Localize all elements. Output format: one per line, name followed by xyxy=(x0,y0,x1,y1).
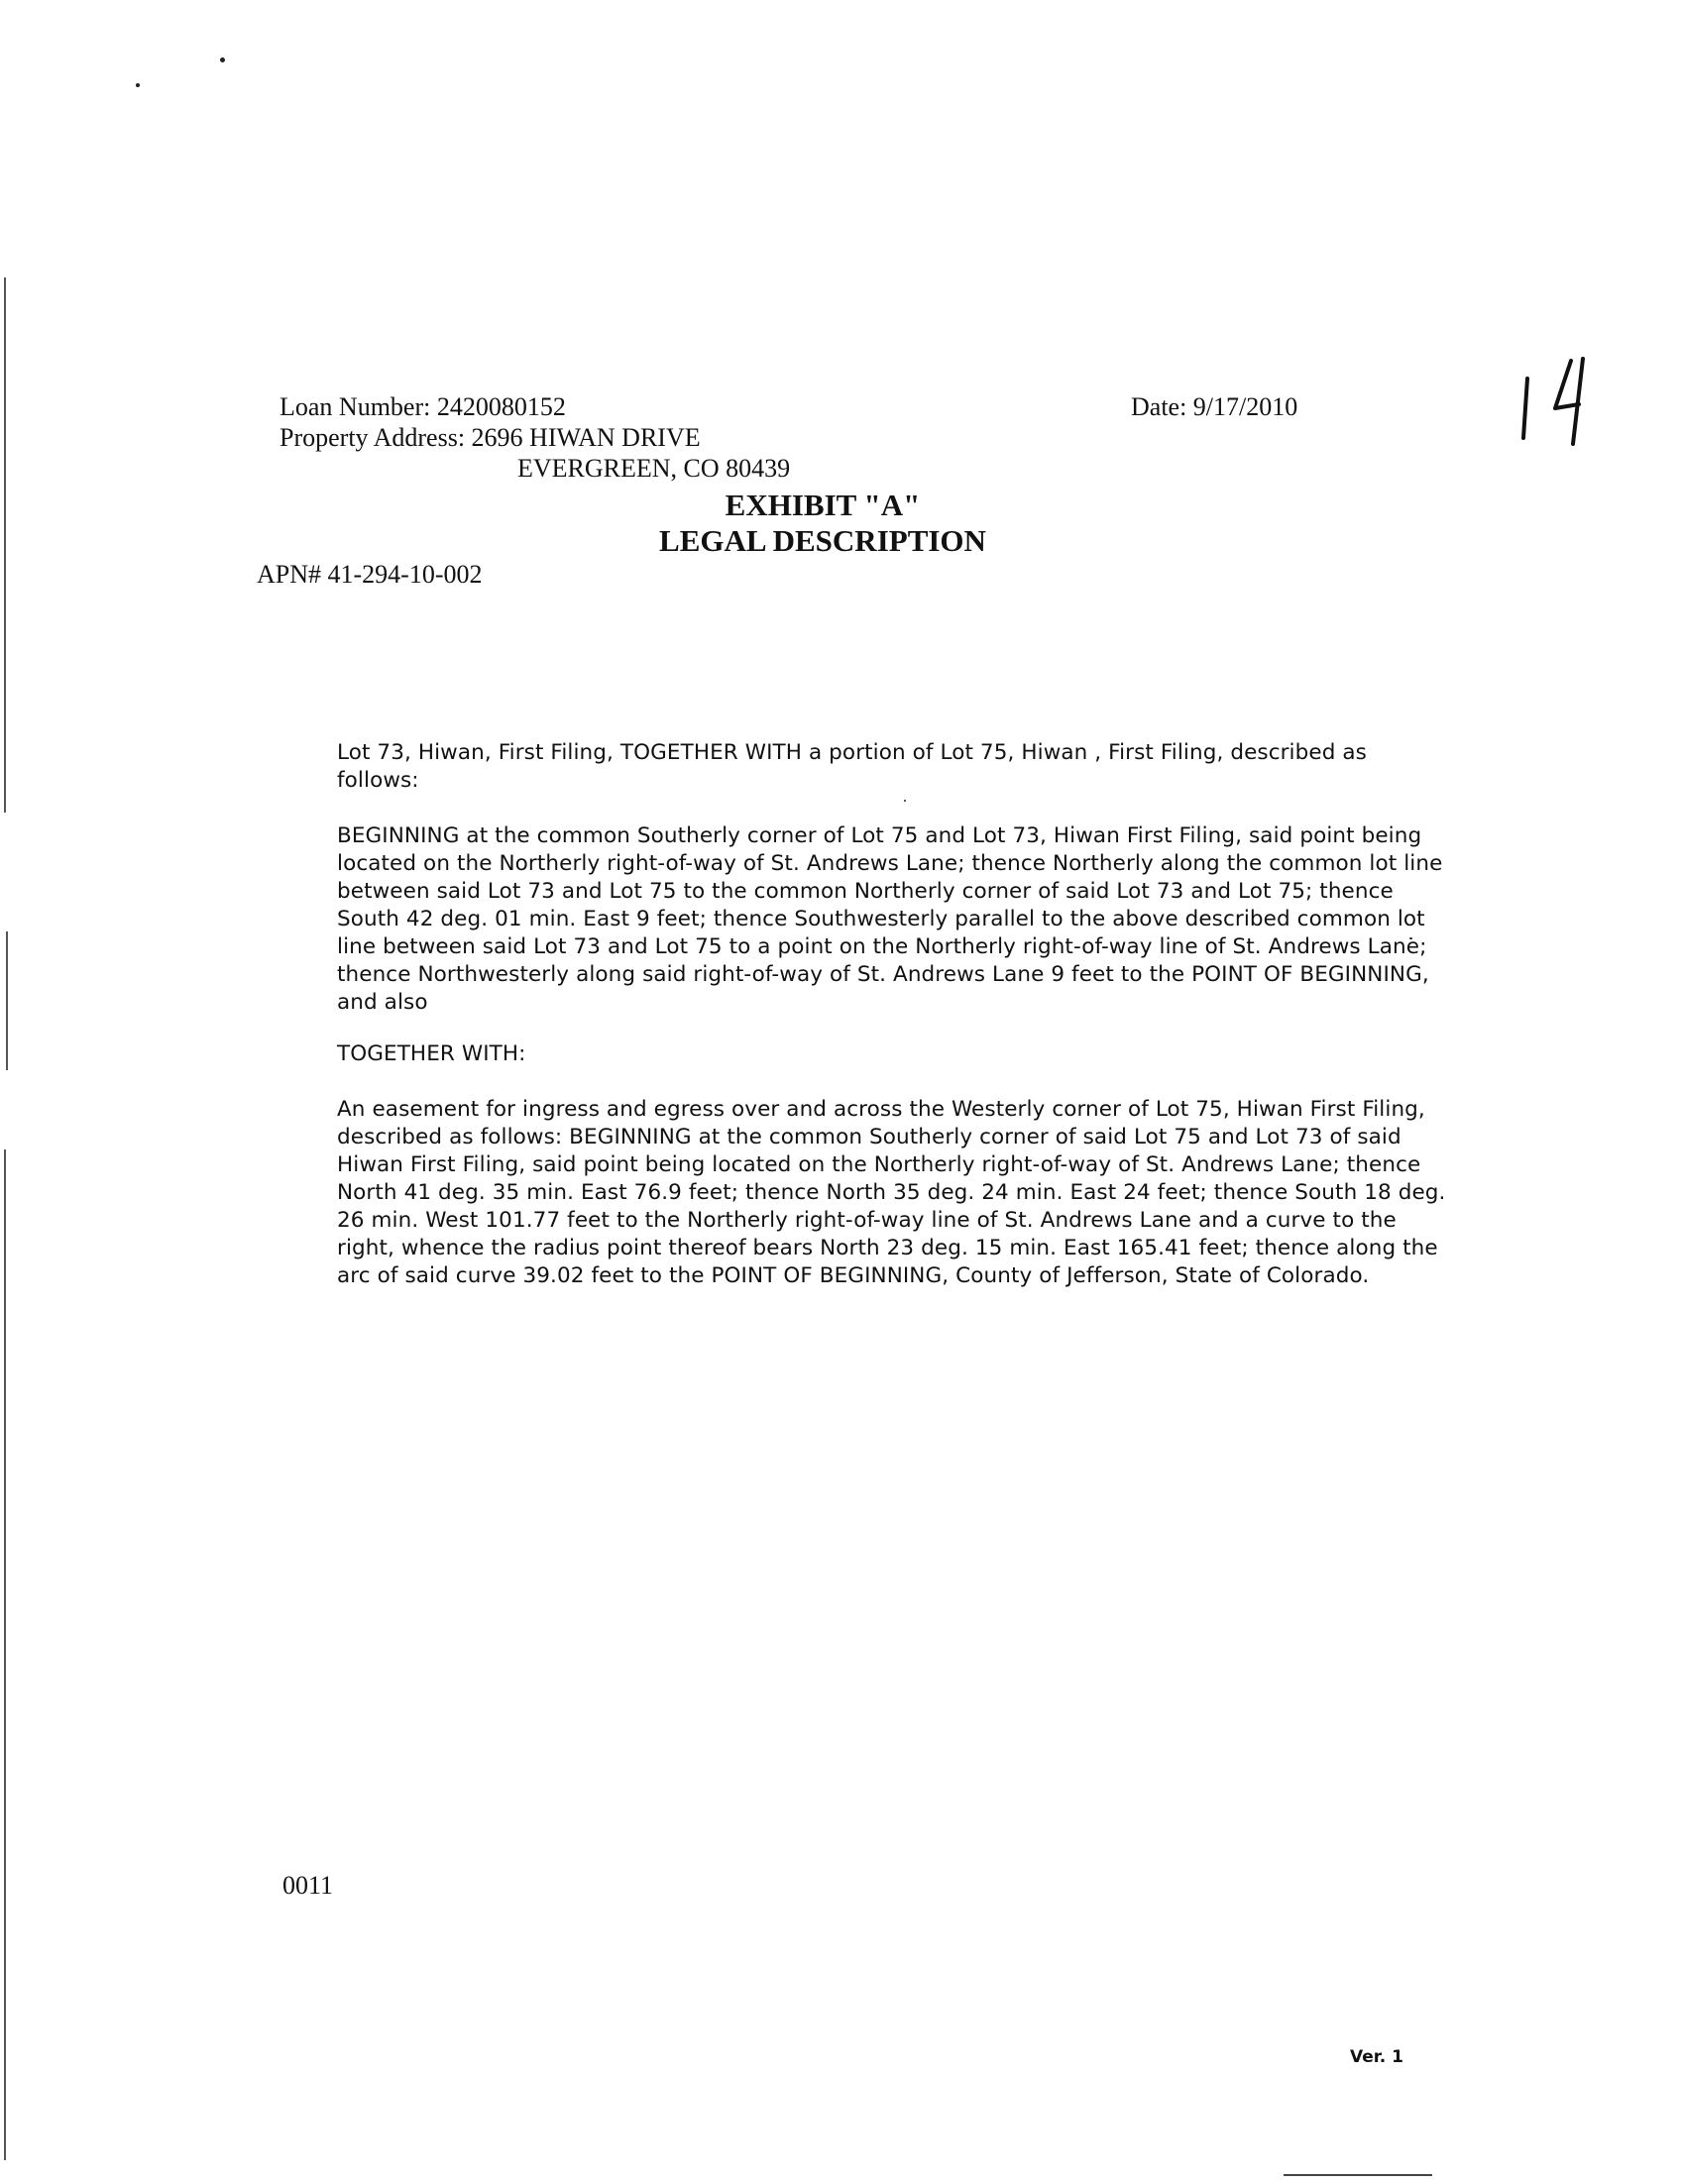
beginning-paragraph: BEGINNING at the common Southerly corner of Lot 75 and Lot 73, Hiwan First Filing, said point being located on the Northerly right-of-way of St. Andrews Lane; thence Northerly along the common lot line between said Lot 73 and Lot 75 to the common Northerly corner of said Lot 73 and Lot 75; thence South 42 deg. 01 min. East 9 feet; thence Southwesterly parallel to the above described common lot line between said Lot 73 and Lot 75 to a point on the Northerly right-of-way line of St. Andrews Lane; thence Northwesterly along said right-of-way of St. Andrews Lane 9 feet to the POINT OF BEGINNING, and also xyxy=(337,823,1443,1015)
lot-description-paragraph: Lot 73, Hiwan, First Filing, TOGETHER WITH a portion of Lot 75, Hiwan , First Filing, described as follows: xyxy=(337,740,1367,793)
legal-description-body xyxy=(337,1096,1447,1290)
handwritten-page-mark xyxy=(1512,357,1611,446)
scan-edge-line xyxy=(4,277,6,813)
page-code: 0011 xyxy=(282,1871,334,1900)
property-address: Property Address: 2696 HIWAN DRIVE xyxy=(280,423,701,452)
document-date: Date: 9/17/2010 xyxy=(1131,392,1298,421)
legal-description-body xyxy=(337,1040,1447,1068)
handwritten-14-icon xyxy=(1512,357,1611,446)
loan-number: Loan Number: 2420080152 xyxy=(280,392,566,421)
legal-description-body xyxy=(337,739,1447,795)
scan-speck xyxy=(220,57,225,62)
scan-edge-line xyxy=(6,931,8,1070)
scan-speck xyxy=(904,800,906,802)
exhibit-title: EXHIBIT "A" xyxy=(725,488,921,522)
scan-speck xyxy=(136,83,140,87)
scan-bottom-rule xyxy=(1284,2174,1432,2176)
version-label: Ver. 1 xyxy=(1350,2047,1403,2067)
together-with-heading: TOGETHER WITH: xyxy=(337,1041,526,1066)
address-city-line: EVERGREEN, CO 80439 xyxy=(517,454,791,483)
easement-paragraph: An easement for ingress and egress over and across the Westerly corner of Lot 75, Hiwan First Filing, described as follows: BEGINNING at the common Southerly corner of said Lot 75 and Lot 73 of said Hiwan First Filing, said point being located on the Northerly right-of-way of St. Andrews Lane; thence North 41 deg. 35 min. East 76.9 feet; thence North 35 deg. 24 min. East 24 feet; thence South 18 deg. 26 min. West 101.77 feet to the Northerly right-of-way line of St. Andrews Lane and a curve to the right, whence the radius point thereof bears North 23 deg. 15 min. East 165.41 feet; thence along the arc of said curve 39.02 feet to the POINT OF BEGINNING, County of Jefferson, State of Colorado. xyxy=(337,1097,1446,1288)
legal-description-body xyxy=(337,822,1447,1017)
legal-description-title: LEGAL DESCRIPTION xyxy=(659,523,986,558)
apn-number: APN# 41-294-10-002 xyxy=(257,560,483,589)
scan-edge-line xyxy=(4,1149,6,2160)
